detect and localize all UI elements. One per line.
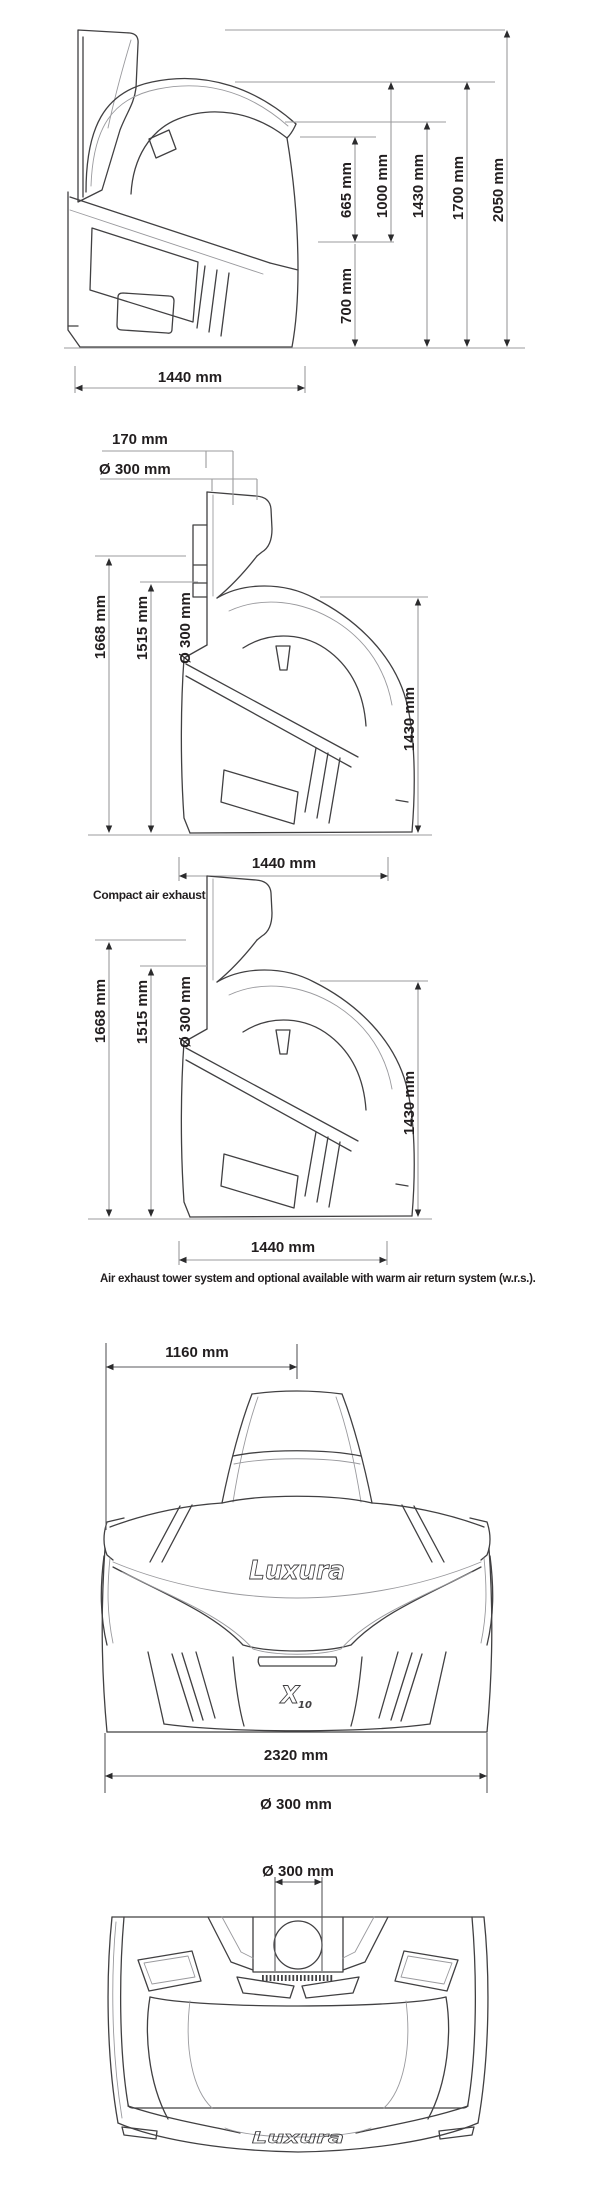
dim-170: 170 mm bbox=[112, 431, 168, 448]
dim-1430: 1430 mm bbox=[401, 1070, 418, 1136]
dim-1430: 1430 mm bbox=[401, 686, 418, 752]
dim-700: 700 mm bbox=[338, 268, 355, 324]
dim-665: 665 mm bbox=[338, 162, 355, 218]
top-luxura-logo: Luxura bbox=[252, 2129, 344, 2148]
caption-tower-system: Air exhaust tower system and optional available with warm air return system (w.r.s.). bbox=[100, 1273, 536, 1285]
figure-side-open bbox=[64, 30, 525, 393]
machine-outline bbox=[101, 1391, 492, 1732]
dimension-lines bbox=[88, 451, 432, 881]
model-x: X bbox=[280, 1681, 300, 1709]
dimension-labels bbox=[158, 154, 507, 386]
figure-front-view bbox=[101, 1343, 492, 1813]
dimension-labels bbox=[92, 431, 418, 902]
dim-width-1440: 1440 mm bbox=[157, 369, 223, 386]
dim-1700: 1700 mm bbox=[450, 155, 467, 221]
dim-dia-300: Ø 300 mm bbox=[177, 592, 194, 664]
dim-2050: 2050 mm bbox=[490, 157, 507, 223]
luxura-logo: Luxura bbox=[249, 1556, 345, 1586]
figure-side-compact-exhaust bbox=[88, 431, 432, 902]
dim-1515: 1515 mm bbox=[134, 979, 151, 1045]
dim-width-2320: 2320 mm bbox=[263, 1747, 329, 1764]
dim-1668: 1668 mm bbox=[92, 594, 109, 660]
dimension-labels bbox=[262, 1863, 334, 1880]
machine-outline bbox=[108, 1917, 488, 2152]
dim-width-1440: 1440 mm bbox=[251, 855, 317, 872]
dim-dia-300: Ø 300 mm bbox=[177, 976, 194, 1048]
dim-1160: 1160 mm bbox=[165, 1344, 229, 1361]
dim-1515: 1515 mm bbox=[134, 595, 151, 661]
figure-top-view bbox=[108, 1863, 488, 2152]
machine-outline bbox=[181, 876, 414, 1217]
dim-1430: 1430 mm bbox=[410, 153, 427, 219]
dim-dia-300: Ø 300 mm bbox=[260, 1796, 332, 1813]
dim-1000: 1000 mm bbox=[374, 153, 391, 219]
dim-width-1440: 1440 mm bbox=[250, 1239, 316, 1256]
caption-compact-air-exhaust: Compact air exhaust bbox=[93, 888, 206, 902]
dim-dia-300-top: Ø 300 mm bbox=[99, 461, 171, 478]
dim-dia-300-topview: Ø 300 mm bbox=[262, 1863, 334, 1880]
model-x-sub: 10 bbox=[298, 1700, 312, 1711]
dimension-lines bbox=[275, 1877, 322, 1971]
figure-side-tower-exhaust bbox=[88, 876, 536, 1285]
dim-1668: 1668 mm bbox=[92, 978, 109, 1044]
machine-outline bbox=[181, 492, 414, 833]
machine-outline bbox=[68, 30, 298, 347]
